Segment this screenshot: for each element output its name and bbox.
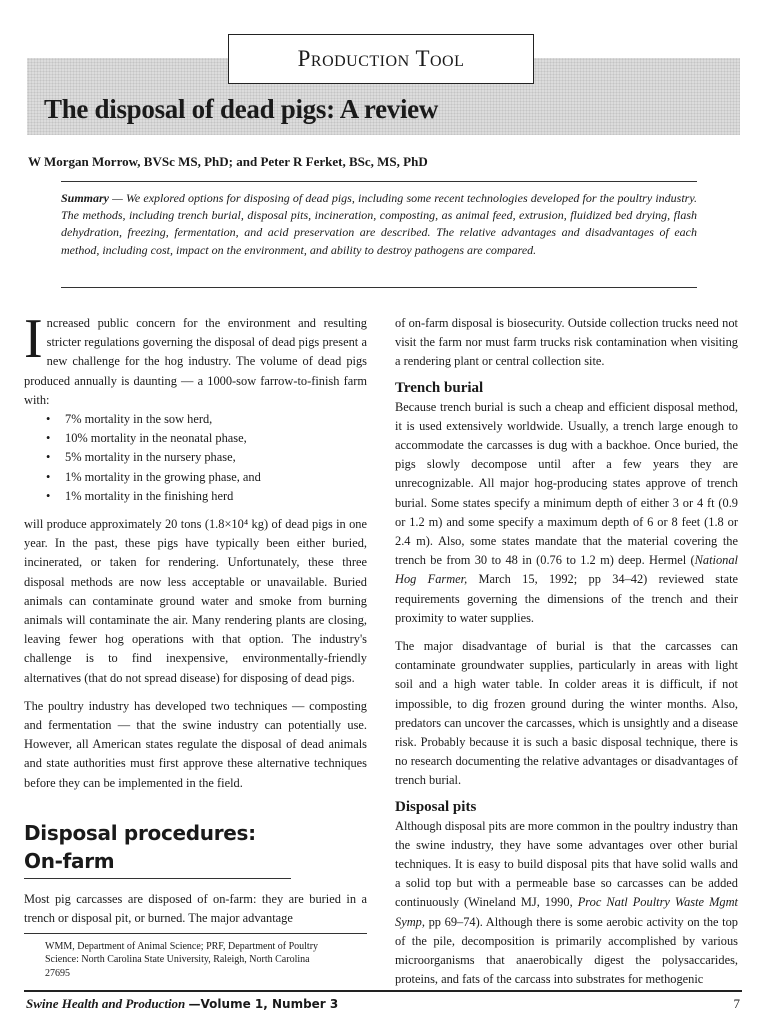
article-title: The disposal of dead pigs: A review — [44, 94, 439, 124]
text-run: Because trench burial is such a cheap and efficient disposal method, it is used extensively worldwide. Usually, a trench large enough to accommodate the carcasses is dug with a backhoe. Once buried, the pigs slowly decompose until after a few years they are unrecognizable. All major hog-producing states approve of trench burial. Some states specify a minimum depth of either 3 or 4 ft (0.9 or 1.2 m) and some specify a maximum depth of 6 or 8 feet (1.8 or 2.4 m). Also, some states mandate that the material covering the trench be from 30 to 48 in (0.76 to 1.2 m) deep. Hermel ( — [395, 399, 738, 568]
summary — [61, 190, 697, 259]
body-paragraph: of on-farm disposal is biosecurity. Outside collection trucks need not visit the farm nor must farm trucks risk contamination when visiting a rendering plant or central collection site. — [395, 316, 738, 369]
intro-text: ncreased public concern for the environment and resulting stricter regulations governing the disposal of dead pigs present a new challenge for the hog industry. The volume of dead pigs produced annually is daunting — a 1000-sow farrow-to-finish farm with: — [24, 316, 367, 407]
body-paragraph — [395, 398, 738, 628]
section-heading: On-farm — [24, 848, 115, 873]
body-paragraph: The major disadvantage of burial is that the carcasses can contaminate groundwater supplies, particularly in areas with light soil and a high water table. In colder areas it is difficult, if not impossible, to dig frozen ground during the winter months. Also, predators can uncover the carcasses, which is unsightly and a disease risk. Probably because it is such a basic disposal technique, there is no research documenting the relative advantages or disadvantages of trench burial. — [395, 639, 738, 788]
body-paragraph: Most pig carcasses are disposed of on-farm: they are buried in a trench or disposal pit, or burned. The major advantage — [24, 891, 367, 926]
heading-rule — [24, 878, 291, 879]
subsection-heading: Trench burial — [395, 379, 484, 396]
text-run: Although disposal pits are more common in the poultry industry than the swine industry, they have some advantages over other burial techniques. It is easy to build disposal pits that have solid walls and a solid top but with a permeable base so carcasses can be added continuously (Wineland MJ, 1990, — [395, 818, 738, 910]
author-affiliation-footnote: WMM, Department of Animal Science; PRF, Department of Poultry Science: North Carolina State University, Raleigh, North Carolina 27695 — [45, 941, 319, 979]
summary-bottom-rule — [61, 287, 697, 288]
author-line: W Morgan Morrow, BVSc MS, PhD; and Peter R Ferket, BSc, MS, PhD — [28, 154, 428, 169]
citation: National Hog Farmer, — [395, 553, 738, 587]
body-paragraph: The poultry industry has developed two techniques — composting and fermentation — that the swine industry can potentially use. However, all American states regulate the disposal of dead animals and state authorities must first approve these alternative techniques before they can be implemented in the field. — [24, 698, 367, 790]
list-item: • 1% mortality in the finishing herd — [46, 487, 367, 506]
right-column — [395, 314, 738, 990]
journal-name: Swine Health and Production — [26, 996, 186, 1011]
journal-issue: —Volume 1, Number 3 — [188, 997, 339, 1011]
summary-label: Summary — [61, 191, 110, 205]
footnote-rule — [24, 933, 367, 934]
footer-rule — [24, 990, 742, 992]
section-heading: Disposal procedures: — [24, 820, 256, 845]
journal-footer — [26, 996, 338, 1012]
list-item: • 10% mortality in the neonatal phase, — [46, 429, 367, 448]
page-number: 7 — [733, 996, 740, 1011]
body-paragraph: will produce approximately 20 tons (1.8×10⁴ kg) of dead pigs in one year. In the past, these pigs have typically been either buried, incinerated, or taken for rendering. Unfortunately, these three disposal methods are now less acceptable or unavailable. Buried animals can contaminate ground water and smoke from burning animals will contaminate the air. Many rendering plants are closing, leaving fewer hog operations with that option. The industry's challenge is to find inexpensive, environmentally-friendly alternatives (that do not spread disease) for disposing of dead pigs. — [24, 517, 367, 685]
section-tag: Production Tool — [297, 46, 465, 71]
citation: Proc Natl Poultry Waste Mgmt Symp, — [395, 895, 738, 929]
intro-paragraph — [24, 308, 367, 410]
left-column — [24, 308, 367, 928]
list-item: • 5% mortality in the nursery phase, — [46, 448, 367, 467]
mortality-list — [24, 410, 367, 506]
section-tag-box — [228, 34, 534, 84]
summary-top-rule — [61, 181, 697, 182]
list-item: • 7% mortality in the sow herd, — [46, 410, 367, 429]
list-item: • 1% mortality in the growing phase, and — [46, 468, 367, 487]
subsection-heading: Disposal pits — [395, 798, 477, 815]
summary-separator: — — [109, 191, 126, 205]
text-run: March 15, 1992; pp 34–42) reviewed state requirements governing the dimensions of the trench and their proximity to water supplies. — [395, 572, 739, 625]
summary-text: We explored options for disposing of dead pigs, including some recent technologies developed for the poultry industry. The methods, including trench burial, disposal pits, incineration, composting, as animal feed, extrusion, fluidized bed drying, flash dehydration, freezing, fermentation, and acid preservation are described. The relative advantages and disadvantages of each method, including cost, impact on the environment, and ability to destroy pathogens are compared. — [61, 191, 698, 257]
body-paragraph — [395, 817, 738, 990]
drop-cap: I — [24, 308, 43, 370]
text-run: pp 69–74). Although there is some aerobic activity on the top of the pile, decomposition is primarily accomplished by various microorganisms that anaerobically digest the polysaccarides, proteins, and fats of the carcass into substrates for methogenic — [395, 914, 738, 987]
